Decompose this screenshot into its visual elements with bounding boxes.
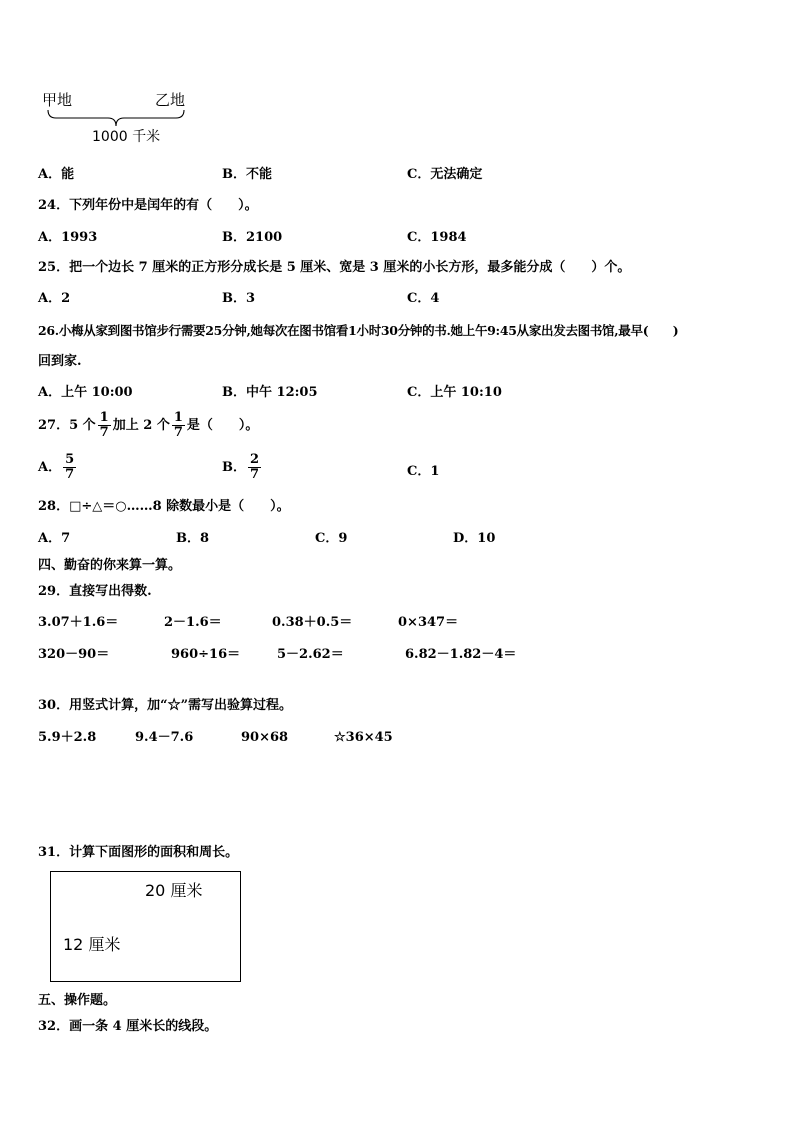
- q27-option-a: A． $\frac{5}{7}$: [38, 452, 75, 482]
- q23-option-c: C．无法确定: [407, 167, 483, 182]
- q25-option-a: A．2: [38, 291, 71, 306]
- q29-stem: 29．直接写出得数.: [38, 584, 152, 599]
- q31-stem: 31．计算下面图形的面积和周长。: [38, 845, 239, 860]
- q29-item: 320－90＝: [38, 647, 110, 662]
- place-b-label: 乙地: [155, 91, 186, 109]
- q30-stem: 30．用竖式计算，加“☆”需写出验算过程。: [38, 698, 293, 713]
- rectangle-width-label: 12 厘米: [63, 935, 121, 954]
- q30-item: 5.9＋2.8: [38, 730, 97, 745]
- q28-option-d: D．10: [453, 531, 496, 546]
- q24-stem: 24．下列年份中是闰年的有（ ）。: [38, 198, 258, 213]
- q24-option-b: B．2100: [222, 230, 283, 245]
- q28-stem: 28．□÷△＝○……8 除数最小是（ ）。: [38, 499, 290, 514]
- q24-option-c: C．1984: [407, 230, 467, 245]
- q29-item: 3.07＋1.6＝: [38, 615, 119, 630]
- q30-item: 90×68: [241, 730, 289, 745]
- q29-item: 6.82－1.82－4＝: [405, 647, 517, 662]
- q27-option-b: B． $\frac{2}{7}$: [222, 452, 260, 482]
- brace-icon: [46, 108, 186, 130]
- q26-option-c: C．上午 10:10: [407, 385, 502, 400]
- q26-option-b: B．中午 12:05: [222, 385, 318, 400]
- q30-item: 9.4－7.6: [135, 730, 194, 745]
- q26-option-a: A．上午 10:00: [38, 385, 133, 400]
- q30-item: ☆36×45: [334, 730, 393, 745]
- q25-option-b: B．3: [222, 291, 256, 306]
- q27-fraction: $\frac{1}{7}$: [173, 410, 183, 440]
- q29-item: 960÷16＝: [171, 647, 241, 662]
- q27-fraction: $\frac{1}{7}$: [99, 410, 109, 440]
- q26-stem-line2: 回到家.: [38, 354, 82, 369]
- q27-stem: 27．5 个 $\frac{1}{7}$ 加上 2 个 $\frac{1}{7}$ 是（ ）。: [38, 410, 259, 440]
- q29-item: 2－1.6＝: [164, 615, 222, 630]
- q27-option-c: C．1: [407, 464, 440, 479]
- place-a-label: 甲地: [42, 91, 73, 109]
- section-5-heading: 五、操作题。: [38, 993, 117, 1008]
- q28-option-c: C．9: [315, 531, 348, 546]
- q25-option-c: C．4: [407, 291, 440, 306]
- q28-option-a: A．7: [38, 531, 71, 546]
- section-4-heading: 四、勤奋的你来算一算。: [38, 558, 182, 573]
- q29-item: 0.38＋0.5＝: [272, 615, 353, 630]
- rectangle-length-label: 20 厘米: [145, 881, 203, 900]
- q26-stem-line1: 26.小梅从家到图书馆步行需要25分钟,她每次在图书馆看1小时30分钟的书.她上午9:45从家出发去图书馆,最早( ): [38, 323, 679, 338]
- q23-option-b: B．不能: [222, 167, 273, 182]
- q23-option-a: A．能: [38, 167, 75, 182]
- q28-option-b: B．8: [176, 531, 210, 546]
- q29-item: 0×347＝: [398, 615, 459, 630]
- distance-label: 1000 千米: [92, 129, 161, 145]
- q25-stem: 25．把一个边长 7 厘米的正方形分成长是 5 厘米、宽是 3 厘米的小长方形，最多能分成（ ）个。: [38, 260, 631, 275]
- q24-option-a: A．1993: [38, 230, 98, 245]
- q32-stem: 32．画一条 4 厘米长的线段。: [38, 1019, 218, 1034]
- q29-item: 5－2.62＝: [277, 647, 344, 662]
